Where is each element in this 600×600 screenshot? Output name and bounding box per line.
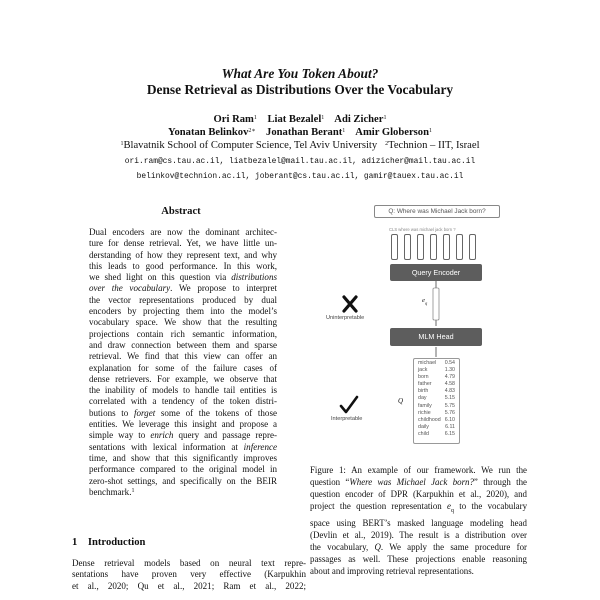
abstract-line: ture for dense retrieval. Yet, we have little un- xyxy=(89,238,277,249)
author-name: Adi Zicher xyxy=(334,114,384,125)
vocab-row xyxy=(418,424,455,431)
caption-line: about and improving retrieval representations. xyxy=(310,565,474,576)
figure-caption xyxy=(310,464,527,577)
abstract-line: butions to forget some of the tokens of those xyxy=(89,407,277,418)
intro-line: Dense retrieval models based on neural text repre- xyxy=(72,558,306,568)
vocab-score: 5.75 xyxy=(444,402,455,409)
abstract-line: dense retrievers. For example, we observe that xyxy=(89,373,277,384)
figure-1 xyxy=(310,200,528,455)
author-name: Yonatan Belinkov xyxy=(168,127,249,138)
vocab-distribution xyxy=(413,358,460,444)
vocab-score: 4.79 xyxy=(444,374,455,381)
interpretable-label: Interpretable xyxy=(331,416,363,422)
vocab-row xyxy=(418,403,455,410)
paper-title-line2: Dense Retrieval as Distributions Over the Vocabulary xyxy=(146,82,454,97)
abstract-line: entities. We leverage this insight and propose a xyxy=(89,419,277,430)
query-encoder-box: Query Encoder xyxy=(390,264,482,281)
query-box: Q: Where was Michael Jack born? xyxy=(374,205,500,218)
vocab-token: child xyxy=(418,430,429,437)
abstract-line: this leads to good performance. In this work, xyxy=(89,260,277,271)
vocab-row xyxy=(418,410,455,417)
intro-line: et al., 2020; Qu et al., 2021; Ram et al., 2022; xyxy=(72,580,306,591)
author-name: Liat Bezalel xyxy=(267,114,322,125)
vocab-score: 4.83 xyxy=(444,388,455,395)
vocab-token: jack xyxy=(418,367,428,374)
caption-line: the vocabulary, Q. We apply the same procedure for xyxy=(310,541,527,552)
abstract-line: benchmark.$^1$ xyxy=(89,486,135,497)
vocab-score: 6.10 xyxy=(444,416,455,423)
abstract-line: encoders by projecting them into the model’s xyxy=(89,306,277,317)
token-labels: CLS where was michael jack born ? xyxy=(389,227,456,232)
emails-line1: ori.ram@cs.tau.ac.il, liatbezalel@mail.tau.ac.il, adizicher@mail.tau.ac.il xyxy=(124,157,476,166)
vocab-row xyxy=(418,360,455,367)
mlm-head-box: MLM Head xyxy=(390,328,482,346)
caption-line: project the question representation $e_q$ to the vocabulary xyxy=(310,501,528,514)
caption-line: question “Where was Michael Jack born?” through the xyxy=(310,477,527,487)
vocab-token: daily xyxy=(418,423,429,430)
vocab-score: 4.58 xyxy=(444,381,455,388)
vocab-score: 5.15 xyxy=(444,395,455,402)
author-name: Ori Ram xyxy=(213,114,254,125)
uninterpretable-label: Uninterpretable xyxy=(326,315,365,321)
abstract-heading: Abstract xyxy=(161,206,201,217)
caption-line: (Devlin et al., 2019). The result is a distribution over xyxy=(310,529,527,540)
abstract-line: retrieval. We find that this view can offer an xyxy=(89,351,277,362)
vocab-row xyxy=(418,388,455,395)
abstract-line: time, and show that this significantly improves xyxy=(89,452,277,463)
vocab-token: birth xyxy=(418,388,429,395)
abstract-line: and draw connection between them and sparse xyxy=(89,339,277,350)
caption-line: Figure 1: An example of our framework. We run the xyxy=(310,465,527,475)
abstract-line: zero-shot settings, and specifically on the BEIR xyxy=(89,475,277,486)
vocab-score: 5.76 xyxy=(444,409,455,416)
vocab-row xyxy=(418,417,455,424)
author-name: Jonathan Berant xyxy=(266,127,343,138)
emails-line2: belinkov@technion.ac.il, joberant@cs.tau.ac.il, gamir@tauex.tau.ac.il xyxy=(136,172,464,181)
caption-line: question encoder of DPR (Karpukhin et al., 2020), and xyxy=(310,489,527,499)
vocab-token: richie xyxy=(418,409,431,416)
intro-heading: 1 Introduction xyxy=(72,537,146,548)
intro-line: sentations have proven very effective (Karpukhin xyxy=(72,569,306,580)
vocab-score: 6.11 xyxy=(445,423,455,430)
vocab-token: born xyxy=(418,374,429,381)
uninterpretable-x-icon xyxy=(344,297,356,311)
abstract-line: over the vocabulary. We propose to interpret xyxy=(89,283,277,294)
vocab-token: father xyxy=(418,381,432,388)
caption-line: passages as well. These projections enable reasoning xyxy=(310,553,527,564)
vocab-score: 1.30 xyxy=(444,367,455,374)
vocab-row xyxy=(418,374,455,381)
authors-line1: Ori Ram$^1$ Liat Bezalel$^1$ Adi Zicher$^1$ xyxy=(213,114,387,125)
vocab-token: childhood xyxy=(418,416,441,423)
vocab-row xyxy=(418,381,455,388)
paper-title-line1: What Are You Token About? xyxy=(221,66,379,81)
eq-label: $e_q$ xyxy=(422,297,428,306)
abstract-line: correlated with a tendency of the token distri- xyxy=(89,396,277,407)
abstract-line: the vector representations produced by dual xyxy=(89,294,277,305)
abstract-line: derstanding of how they represent text, and why xyxy=(89,249,277,260)
vocab-score: 6.15 xyxy=(444,430,455,437)
eq-vector xyxy=(433,288,439,320)
vocab-token: michael xyxy=(418,360,437,366)
authors-line2: Yonatan Belinkov$^{2∗}$ Jonathan Berant$^1$ Amir Globerson$^1$ xyxy=(168,127,432,138)
abstract-line: Dual encoders are now the dominant architec- xyxy=(89,227,277,237)
author-name: Amir Globerson xyxy=(355,127,429,138)
q-label: Q xyxy=(398,397,404,405)
abstract-line: performance compared to the original model in xyxy=(89,464,277,475)
interpretable-check-icon xyxy=(341,397,357,412)
affiliations: $^1$Blavatnik School of Computer Science, Tel Aviv University $^2$Technion – IIT, Israel xyxy=(120,140,480,151)
abstract-line: projections contain rich semantic information, xyxy=(89,328,277,339)
abstract-line: explanation for some of the failure cases of xyxy=(89,362,277,373)
abstract-body xyxy=(89,227,277,498)
intro-body xyxy=(72,558,306,592)
vocab-row xyxy=(418,367,455,374)
abstract-line: sentations with lexical information at inference xyxy=(89,441,277,452)
vocab-token: family xyxy=(418,402,432,409)
abstract-line: simple way to enrich query and passage repre- xyxy=(89,430,277,441)
abstract-line: the inability of models to handle tail entities is xyxy=(89,385,277,396)
abstract-line: we shed light on this question via distributions xyxy=(89,272,277,283)
caption-line: space using BERT’s masked language modeling head xyxy=(310,517,527,528)
vocab-token: day xyxy=(418,395,427,402)
vocab-row xyxy=(418,431,455,438)
abstract-line: vocabulary space. We show that the resulting xyxy=(89,317,277,328)
vocab-score: 0.54 xyxy=(444,360,455,366)
vocab-row xyxy=(418,395,455,402)
